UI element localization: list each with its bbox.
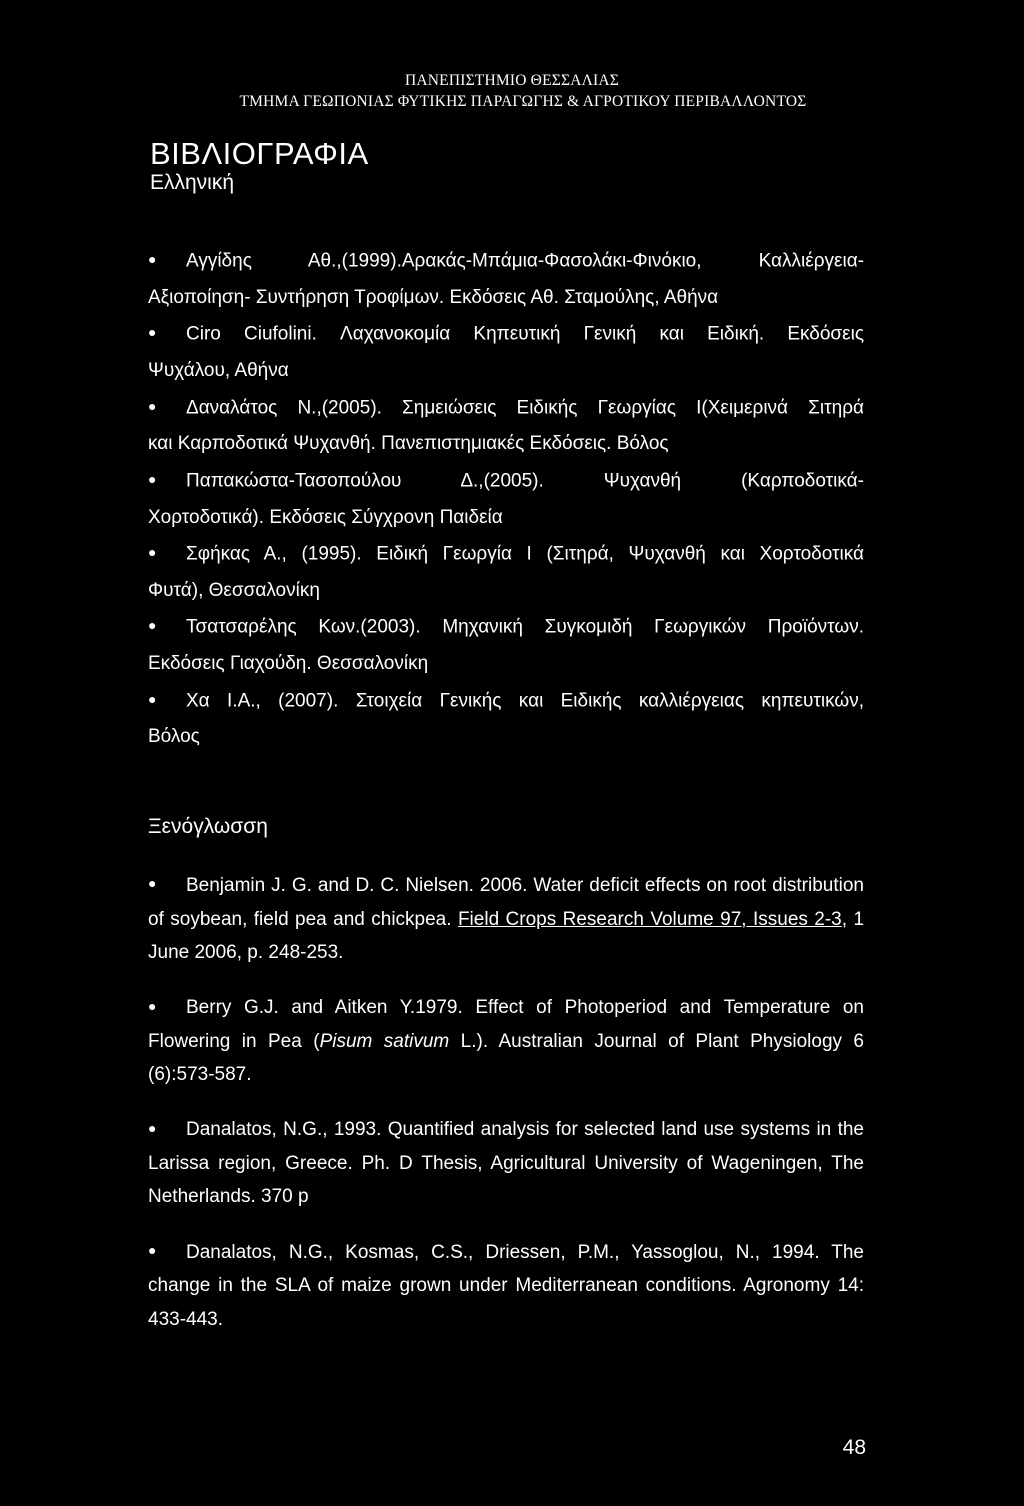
bullet-icon: ● <box>148 617 157 634</box>
reference-item: ● Σφήκας Α., (1995). Ειδική Γεωργία Ι (Σιτηρά, Ψυχανθή και Χορτοδοτικά Φυτά), Θεσσαλονίκη <box>148 536 864 609</box>
reference-item: ● Benjamin J. G. and D. C. Nielsen. 2006. Water deficit effects on root distribution of soybean, field pea and chickpea. Field Crops Research Volume 97, Issues 2-3, 1 June 2006, p. 248-253. <box>148 869 864 969</box>
bullet-icon: ● <box>148 470 157 487</box>
reference-item: ● Ciro Ciufolini. Λαχανοκομία Κηπευτική Γενική και Ειδική. Εκδόσεις Ψυχάλου, Αθήνα <box>148 316 864 389</box>
reference-item: ● Danalatos, N.G., 1993. Quantified analysis for selected land use systems in the Larissa region, Greece. Ph. D Thesis, Agricultural University of Wageningen, The Netherlands. 370 p <box>148 1113 864 1213</box>
greek-heading: Ελληνική <box>150 171 235 194</box>
bullet-icon: ● <box>148 397 157 414</box>
species-name: Pisum sativum <box>319 1030 450 1052</box>
foreign-heading: Ξενόγλωσση <box>148 815 268 838</box>
bullet-icon: ● <box>148 1119 157 1136</box>
bullet-icon: ● <box>148 875 157 892</box>
department-name: ΤΜΗΜΑ ΓΕΩΠΟΝΙΑΣ ΦΥΤΙΚΗΣ ΠΑΡΑΓΩΓΗΣ & ΑΓΡΟΤΙΚΟΥ ΠΕΡΙΒΑΛΛΟΝΤΟΣ <box>239 93 807 110</box>
reference-item: ● Αγγίδης Αθ.,(1999).Αρακάς-Μπάμια-Φασολάκι-Φινόκιο, Καλλιέργεια- Αξιοποίηση- Συντήρηση Τροφίμων. Εκδόσεις Αθ. Σταμούλης, Αθήνα <box>148 243 864 316</box>
bullet-icon: ● <box>148 997 157 1014</box>
reference-item: ● Danalatos, N.G., Kosmas, C.S., Driessen, P.M., Yassoglou, N., 1994. The change in the SLA of maize grown under Mediterranean conditions. Agronomy 14: 433-443. <box>148 1236 864 1336</box>
greek-reference-list <box>148 243 864 756</box>
reference-item: ● Berry G.J. and Aitken Y.1979. Effect of Photoperiod and Temperature on Flowering in Pea (Pisum sativum L.). Australian Journal of Plant Physiology 6 (6):573-587. <box>148 991 864 1091</box>
page-header <box>0 70 1024 112</box>
journal-link[interactable]: Field Crops Research Volume 97, Issues 2-3 <box>457 908 842 930</box>
reference-item: ● Χα Ι.Α., (2007). Στοιχεία Γενικής και Ειδικής καλλιέργειας κηπευτικών, Βόλος <box>148 683 864 756</box>
page-number: 48 <box>842 1436 866 1459</box>
university-name: ΠΑΝΕΠΙΣΤΗΜΙΟ ΘΕΣΣΑΛΙΑΣ <box>404 72 619 89</box>
foreign-reference-list <box>148 869 864 1358</box>
reference-item: ● Παπακώστα-Τασοπούλου Δ.,(2005). Ψυχανθή (Καρποδοτικά- Χορτοδοτικά). Εκδόσεις Σύγχρονη Παιδεία <box>148 463 864 536</box>
bullet-icon: ● <box>148 324 157 341</box>
bullet-icon: ● <box>148 544 157 561</box>
reference-item: ● Δαναλάτος Ν.,(2005). Σημειώσεις Ειδικής Γεωργίας Ι(Χειμερινά Σιτηρά και Καρποδοτικά Ψυχανθή. Πανεπιστημιακές Εκδόσεις. Βόλος <box>148 390 864 463</box>
bullet-icon: ● <box>148 251 157 267</box>
bullet-icon: ● <box>148 1241 157 1258</box>
bullet-icon: ● <box>148 690 157 707</box>
reference-item: ● Τσατσαρέλης Κων.(2003). Μηχανική Συγκομιδή Γεωργικών Προϊόντων. Εκδόσεις Γιαχούδη. Θεσσαλονίκη <box>148 609 864 682</box>
bibliography-title: ΒΙΒΛΙΟΓΡΑΦΙΑ <box>150 136 369 171</box>
